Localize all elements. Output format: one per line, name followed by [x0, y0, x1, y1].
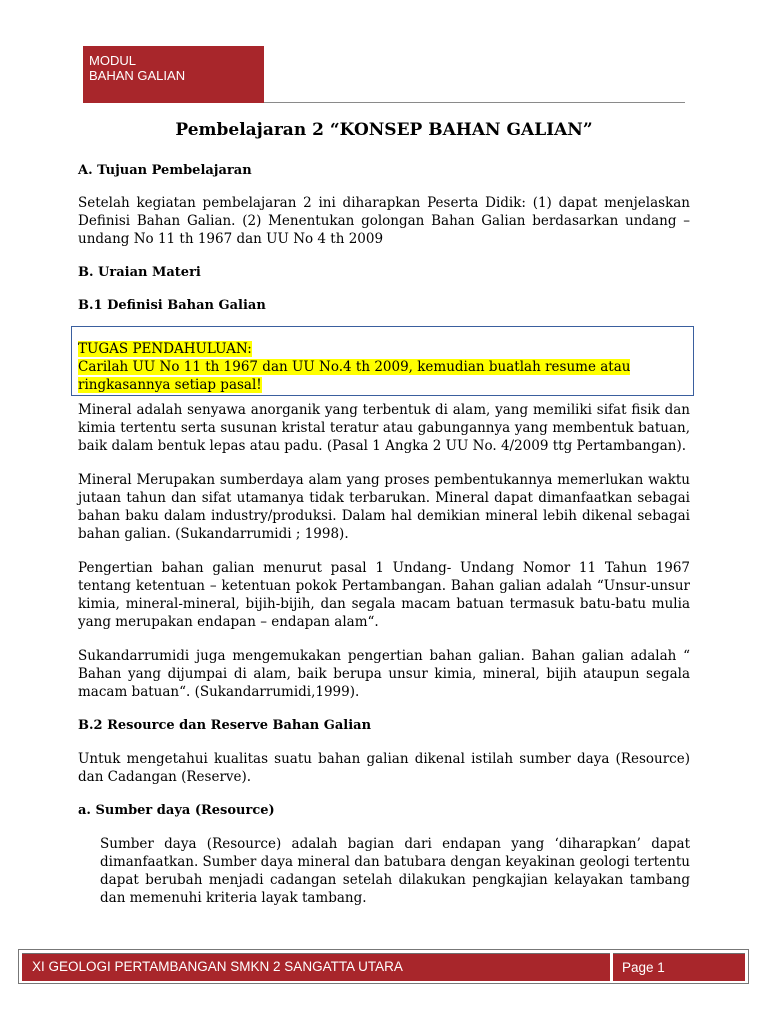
tugas-instruction-line1: Carilah UU No 11 th 1967 dan UU No.4 th 2009, kemudian buatlah resume atau: [78, 359, 631, 375]
page-content: [78, 118, 690, 907]
footer-school-text: XI GEOLOGI PERTAMBANGAN SMKN 2 SANGATTA UTARA: [32, 959, 403, 974]
tugas-text: [78, 340, 689, 394]
heading-resource-reserve: B.2 Resource dan Reserve Bahan Galian: [78, 718, 372, 733]
definisi-paragraph-4: Sukandarrumidi juga mengemukakan pengertian bahan galian. Bahan galian adalah “ Bahan yang dijumpai di alam, baik berupa unsur kimia, mineral, bijih ataupun segala macam batuan“. (Sukandarrumidi,1999).: [78, 648, 690, 700]
module-header-box: [83, 46, 264, 103]
page-title: Pembelajaran 2 “KONSEP BAHAN GALIAN”: [175, 120, 593, 140]
module-subject: BAHAN GALIAN: [89, 68, 186, 83]
tugas-instruction-line2: ringkasannya setiap pasal!: [78, 377, 262, 393]
heading-sumber-daya: a. Sumber daya (Resource): [78, 803, 275, 818]
heading-uraian: B. Uraian Materi: [78, 265, 201, 280]
definisi-paragraph-2: Mineral Merupakan sumberdaya alam yang proses pembentukannya memerlukan waktu jutaan tahun dan sifat utamanya tidak terbarukan. Mineral dapat dimanfaatkan sebagai bahan baku dalam industry/produksi. Dalam hal demikian mineral lebih dikenal sebagai bahan galian. (Sukandarrumidi ; 1998).: [78, 472, 690, 542]
page-number-box: [613, 953, 745, 981]
footer-bar: [22, 953, 610, 981]
definisi-paragraph-3: Pengertian bahan galian menurut pasal 1 Undang- Undang Nomor 11 Tahun 1967 tentang ketentuan – ketentuan pokok Pertambangan. Bahan galian adalah “Unsur-unsur kimia, mineral-mineral, bijih-bijih, dan segala macam batuan termasuk batu-batu mulia yang merupakan endapan – endapan alam“.: [78, 560, 690, 630]
heading-tujuan: A. Tujuan Pembelajaran: [78, 163, 252, 178]
sumber-daya-paragraph: Sumber daya (Resource) adalah bagian dari endapan yang ‘diharapkan’ dapat dimanfaatkan. Sumber daya mineral dan batubara dengan keyakinan geologi tertentu dapat berubah menjadi cadangan setelah dilakukan pengkajian kelayakan tambang dan memenuhi kriteria layak tambang.: [100, 836, 690, 906]
heading-definisi: B.1 Definisi Bahan Galian: [78, 298, 266, 313]
resource-intro-paragraph: Untuk mengetahui kualitas suatu bahan galian dikenal istilah sumber daya (Resource) dan Cadangan (Reserve).: [78, 751, 690, 785]
page-number: Page 1: [622, 960, 665, 975]
header-divider: [264, 102, 685, 103]
tujuan-paragraph: Setelah kegiatan pembelajaran 2 ini diharapkan Peserta Didik: (1) dapat menjelaskan Definisi Bahan Galian. (2) Menentukan golongan Bahan Galian berdasarkan undang – undang No 11 th 1967 dan UU No 4 th 2009: [78, 195, 690, 247]
tugas-title: TUGAS PENDAHULUAN:: [78, 341, 252, 357]
definisi-paragraph-1: Mineral adalah senyawa anorganik yang terbentuk di alam, yang memiliki sifat fisik dan kimia tertentu serta susunan kristal teratur atau gabungannya yang membentuk batuan, baik dalam bentuk lepas atau padu. (Pasal 1 Angka 2 UU No. 4/2009 ttg Pertambangan).: [78, 402, 690, 454]
tugas-pendahuluan-box: [71, 326, 694, 396]
module-label: MODUL: [89, 53, 136, 68]
